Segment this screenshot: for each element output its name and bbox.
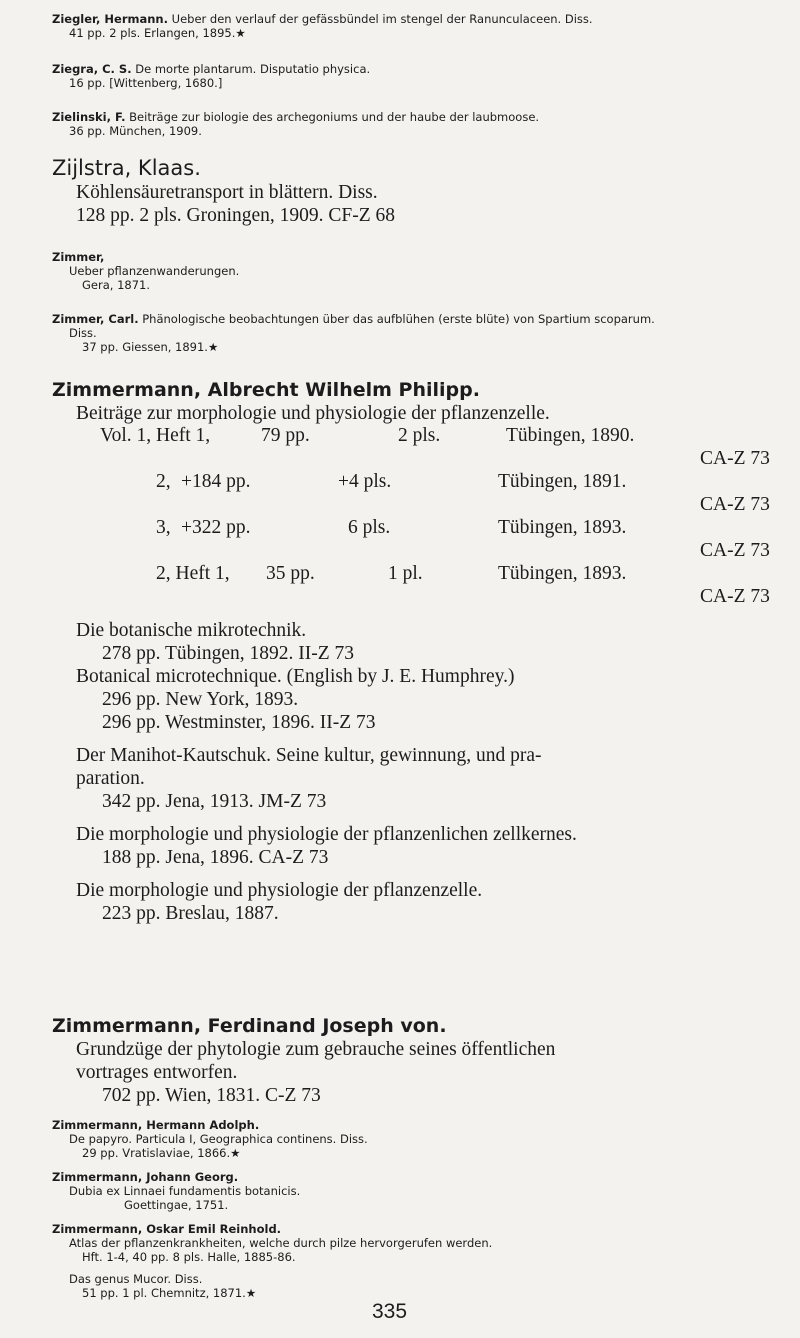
entry-zimmermann-hermann [52, 1118, 782, 1160]
volume-row [76, 471, 796, 494]
work-pflanzenzelle [52, 879, 792, 925]
work-title: Der Manihot-Kautschuk. Seine kultur, gewinnung, und pra- [76, 745, 542, 766]
entry-heading: Zielinski, F. [52, 110, 126, 124]
entry-imprint: 128 pp. 2 pls. Groningen, 1909. CF-Z 68 [76, 205, 396, 226]
entry-title: Ueber den verlauf der gefässbündel im stengel der Ranunculaceen. Diss. [171, 12, 593, 26]
work-title: Die morphologie und physiologie der pflanzenlichen zellkernes. [76, 824, 577, 845]
entry-heading: Zimmer, Carl. [52, 312, 139, 326]
entry-imprint: 41 pp. 2 pls. Erlangen, 1895.★ [69, 26, 246, 40]
work-zellkernes [52, 823, 792, 869]
entry-heading: Ziegler, Hermann. [52, 12, 168, 26]
page-number: 335 [372, 1300, 408, 1323]
entry-zimmermann-albrecht [52, 378, 792, 925]
volume-list [76, 425, 796, 609]
entry-imprint: Hft. 1-4, 40 pp. 8 pls. Halle, 1885-86. [82, 1250, 296, 1264]
entry-imprint: Gera, 1871. [82, 278, 150, 292]
entry-heading: Zimmermann, Johann Georg. [52, 1170, 239, 1184]
entry-title-b: Das genus Mucor. Diss. [69, 1272, 203, 1286]
entry-zimmermann-johann [52, 1170, 782, 1212]
entry-title: Grundzüge der phytologie zum gebrauche seines öffentlichen [76, 1039, 556, 1060]
entry-heading [52, 378, 792, 402]
work-imprint: 342 pp. Jena, 1913. JM-Z 73 [102, 791, 327, 812]
work-title-cont: paration. [76, 768, 145, 789]
entry-heading: Zimmermann, Oskar Emil Reinhold. [52, 1222, 282, 1236]
volume-plates: 2 pls. [398, 425, 441, 446]
volume-pages: 79 pp. [261, 425, 310, 446]
author-name: Zimmermann, Albrecht Wilhelm Philipp. [52, 379, 480, 401]
volume-pages: 35 pp. [266, 563, 315, 584]
volume-call-number: CA-Z 73 [700, 494, 770, 515]
entry-title: Dubia ex Linnaei fundamentis botanicis. [69, 1184, 301, 1198]
entry-heading [52, 1014, 792, 1038]
volume-pages: +184 pp. [181, 471, 251, 492]
entry-heading: Ziegra, C. S. [52, 62, 132, 76]
entry-zimmermann-oskar [52, 1222, 782, 1300]
volume-imprint: Tübingen, 1891. [498, 471, 627, 492]
entry-imprint-b: 51 pp. 1 pl. Chemnitz, 1871.★ [82, 1286, 257, 1300]
entry-imprint: 36 pp. München, 1909. [69, 124, 202, 138]
volume-imprint: Tübingen, 1890. [506, 425, 635, 446]
volume-pages: +322 pp. [181, 517, 251, 538]
volume-plates: +4 pls. [338, 471, 392, 492]
volume-call-number: CA-Z 73 [700, 586, 770, 607]
volume-call-number: CA-Z 73 [700, 448, 770, 469]
volume-plates: 1 pl. [388, 563, 423, 584]
entry-diss: Diss. [69, 326, 97, 340]
work-imprint: 296 pp. Westminster, 1896. II-Z 73 [102, 712, 376, 733]
entry-title-cont: vortrages entworfen. [76, 1062, 238, 1083]
author-name: Zimmermann, Ferdinand Joseph von. [52, 1015, 447, 1037]
entry-imprint: 16 pp. [Wittenberg, 1680.] [69, 76, 223, 90]
entry-title: Phänologische beobachtungen über das aufblühen (erste blüte) von Spartium scoparum. [142, 312, 655, 326]
volume-label: Vol. 1, Heft 1, [100, 425, 211, 446]
work-imprint: 223 pp. Breslau, 1887. [102, 903, 279, 924]
volume-label: 3, [156, 517, 171, 538]
volume-call-number: CA-Z 73 [700, 540, 770, 561]
entry-title: Köhlensäuretransport in blättern. Diss. [76, 182, 378, 203]
work-imprint: 188 pp. Jena, 1896. CA-Z 73 [102, 847, 329, 868]
volume-call-row [76, 448, 796, 471]
entry-title: Beiträge zur morphologie und physiologie der pflanzenzelle. [76, 403, 550, 424]
work-microtechnique [52, 665, 792, 734]
volume-plates: 6 pls. [348, 517, 391, 538]
entry-heading: Zimmer, [52, 250, 105, 264]
entry-imprint: 37 pp. Giessen, 1891.★ [82, 340, 219, 354]
volume-imprint: Tübingen, 1893. [498, 517, 627, 538]
entry-ziegra [52, 62, 782, 90]
entry-zijlstra [52, 156, 792, 227]
volume-imprint: Tübingen, 1893. [498, 563, 627, 584]
entry-zimmer-carl [52, 312, 782, 354]
work-title: Botanical microtechnique. (English by J. E. Humphrey.) [76, 666, 515, 687]
entry-imprint: Goettingae, 1751. [124, 1198, 229, 1212]
entry-title: Beiträge zur biologie des archegoniums und der haube der laubmoose. [129, 110, 540, 124]
entry-zielinski [52, 110, 782, 138]
entry-imprint: 29 pp. Vratislaviae, 1866.★ [82, 1146, 241, 1160]
volume-row [76, 517, 796, 540]
entry-zimmer [52, 250, 782, 292]
entry-heading: Zimmermann, Hermann Adolph. [52, 1118, 260, 1132]
volume-call-row [76, 540, 796, 563]
volume-call-row [76, 494, 796, 517]
entry-title: Ueber pflanzenwanderungen. [69, 264, 240, 278]
entry-imprint: 702 pp. Wien, 1831. C-Z 73 [102, 1085, 321, 1106]
work-title: Die botanische mikrotechnik. [76, 620, 307, 641]
entry-zimmermann-ferdinand [52, 1014, 792, 1107]
volume-label: 2, [156, 471, 171, 492]
entry-title: De morte plantarum. Disputatio physica. [135, 62, 371, 76]
entry-ziegler [52, 12, 782, 40]
volume-row [76, 563, 796, 586]
work-mikrotechnik [52, 619, 792, 665]
work-manihot [52, 744, 792, 813]
volume-row [76, 425, 796, 448]
entry-title: Atlas der pflanzenkrankheiten, welche durch pilze hervorgerufen werden. [69, 1236, 493, 1250]
work-imprint: 278 pp. Tübingen, 1892. II-Z 73 [102, 643, 355, 664]
work-imprint: 296 pp. New York, 1893. [102, 689, 299, 710]
volume-label: 2, Heft 1, [156, 563, 230, 584]
volume-call-row [76, 586, 796, 609]
entry-heading: Zijlstra, Klaas. [52, 156, 201, 180]
work-title: Die morphologie und physiologie der pflanzenzelle. [76, 880, 483, 901]
entry-title: De papyro. Particula I, Geographica continens. Diss. [69, 1132, 368, 1146]
